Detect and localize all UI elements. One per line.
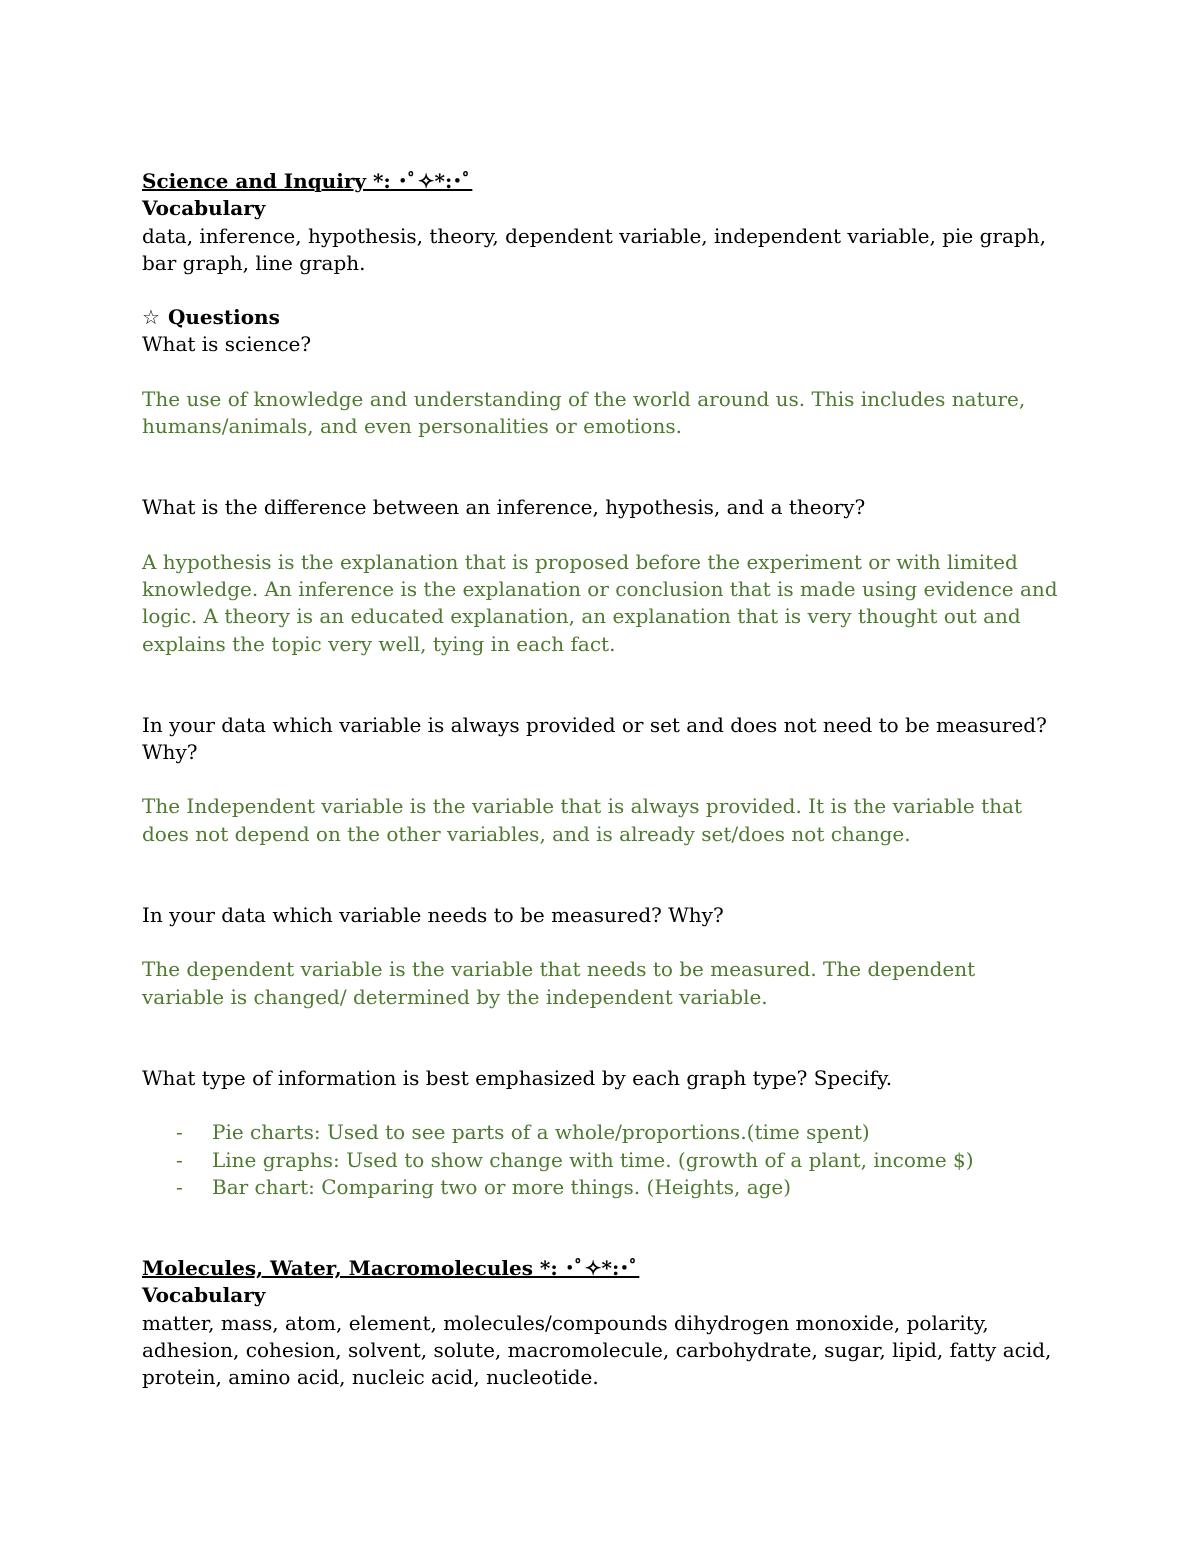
graph-type-list bbox=[142, 1119, 1062, 1201]
list-item-text: Bar chart: Comparing two or more things. (Heights, age) bbox=[212, 1174, 792, 1199]
questions-heading bbox=[142, 304, 1062, 331]
list-item-text: Pie charts: Used to see parts of a whole/proportions.(time spent) bbox=[212, 1120, 870, 1145]
answer-text: A hypothesis is the explanation that is proposed before the experiment or with limited knowledge. An inference is the explanation or conclusion that is made using evidence and logic. A theory is an educated explanation, an explanation that is very thought out and explains the topic very well, tying in each fact. bbox=[142, 549, 1058, 656]
list-item bbox=[142, 1119, 1062, 1146]
question-text: In your data which variable needs to be measured? Why? bbox=[142, 903, 724, 928]
bullet-dash: - bbox=[176, 1174, 183, 1199]
question-text: What is science? bbox=[142, 332, 312, 357]
section-heading-science-inquiry: Science and Inquiry *: ･ﾟ✧*:･ﾟ bbox=[142, 169, 473, 193]
document-page bbox=[142, 168, 1062, 1392]
list-item bbox=[142, 1174, 1062, 1201]
vocabulary-label: Vocabulary bbox=[142, 196, 266, 221]
question-text: What is the difference between an inference, hypothesis, and a theory? bbox=[142, 495, 866, 520]
vocabulary-text: matter, mass, atom, element, molecules/compounds dihydrogen monoxide, polarity, adhesion, cohesion, solvent, solute, macromolecule, carbohydrate, sugar, lipid, fatty acid, protein, amino acid, nucleic acid, nucleotide. bbox=[142, 1310, 1052, 1390]
answer-text: The Independent variable is the variable that is always provided. It is the variable that does not depend on the other variables, and is already set/does not change. bbox=[142, 794, 1022, 846]
section-heading-molecules: Molecules, Water, Macromolecules *: ･ﾟ✧*:･ﾟ bbox=[142, 1256, 640, 1281]
bullet-dash: - bbox=[176, 1147, 183, 1172]
list-item-text: Line graphs: Used to show change with time. (growth of a plant, income $) bbox=[212, 1147, 974, 1172]
bullet-dash: - bbox=[176, 1120, 183, 1145]
answer-text: The use of knowledge and understanding of the world around us. This includes nature, humans/animals, and even personalities or emotions. bbox=[142, 386, 1026, 439]
answer-text: The dependent variable is the variable that needs to be measured. The dependent variable is changed/ determined by the independent variable. bbox=[142, 957, 976, 1009]
vocabulary-label: Vocabulary bbox=[142, 1283, 266, 1308]
vocabulary-text: data, inference, hypothesis, theory, dependent variable, independent variable, pie graph, bar graph, line graph. bbox=[142, 223, 1046, 275]
list-item bbox=[142, 1147, 1062, 1174]
star-icon: ☆ bbox=[142, 305, 160, 330]
questions-label: Questions bbox=[167, 305, 280, 330]
question-text: In your data which variable is always provided or set and does not need to be measured? Why? bbox=[142, 712, 1047, 765]
graph-question-text: What type of information is best emphasized by each graph type? Specify. bbox=[142, 1065, 893, 1090]
